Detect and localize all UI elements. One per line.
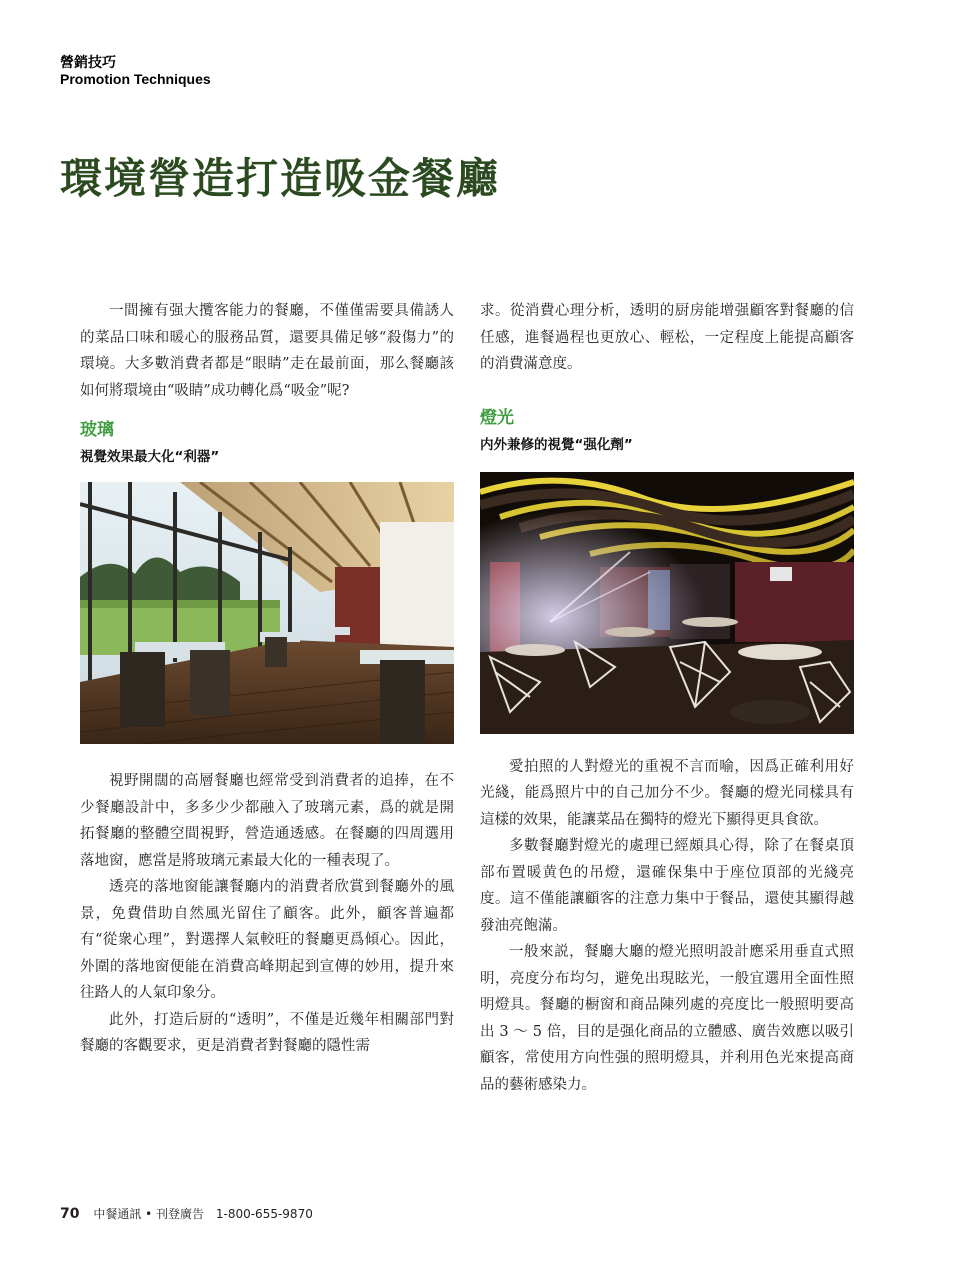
- article-title: 環境營造打造吸金餐廳: [60, 154, 501, 203]
- publication-name: 中餐通訊 • 刊登廣告: [93, 1207, 205, 1221]
- phone-number: 1-800-655-9870: [215, 1207, 313, 1221]
- section-heading-lighting: 燈光: [480, 407, 514, 428]
- section-heading-glass: 玻璃: [80, 420, 114, 440]
- page-footer: [60, 1205, 313, 1222]
- glass-paragraph-3: 此外，打造后厨的“透明”，不僅是近幾年相關部門對餐廳的客觀要求，更是消費者對餐廳的隱性需: [80, 1011, 454, 1054]
- lighting-paragraph-1: 愛拍照的人對燈光的重視不言而喻，因爲正確利用好光綫，能爲照片中的自己加分不少。餐廳的燈光同樣具有這樣的效果，能讓菜品在獨特的燈光下顯得更具食欲。: [480, 758, 854, 828]
- right-column: [480, 298, 854, 1098]
- left-column: [80, 298, 454, 1060]
- continued-paragraph: 求。從消費心理分析，透明的厨房能增强顧客對餐廳的信任感，進餐過程也更放心、輕松，一定程度上能提高顧客的消費滿意度。: [480, 303, 854, 372]
- section-subheading-lighting: 内外兼修的視覺“强化劑”: [480, 436, 633, 453]
- section-subheading-glass: 視覺效果最大化“利器”: [80, 449, 220, 465]
- lighting-paragraph-3: 一般來説，餐廳大廳的燈光照明設計應采用垂直式照明，亮度分布均匀，避免出現眩光，一般宜選用全面性照明燈具。餐廳的橱窗和商品陳列處的亮度比一般照明要高出 3 ～ 5 倍，目的是强化商品的立體感、廣告效應以吸引顧客，常使用方向性强的照明燈具，并利用色光來提高商品的藝術感染力。: [480, 944, 854, 1093]
- glass-paragraph-2: 透亮的落地窗能讓餐廳内的消費者欣賞到餐廳外的風景，免費借助自然風光留住了顧客。此外，顧客普遍都有“從衆心理”，對選擇人氣較旺的餐廳更爲傾心。因此，外圍的落地窗便能在消費高峰期起到宣傳的妙用，提升來往路人的人氣印象分。: [80, 879, 454, 1001]
- page-number: 70: [60, 1206, 80, 1222]
- glass-terrace-photo: [80, 482, 454, 744]
- glass-paragraph-1: 視野開闊的高層餐廳也經常受到消費者的追捧，在不少餐廳設計中，多多少少都融入了玻璃元素，爲的就是開拓餐廳的整體空間視野，營造通透感。在餐廳的四周選用落地窗，應當是將玻璃元素最大化的一種表現了。: [80, 773, 454, 869]
- lighting-paragraph-2: 多數餐廳對燈光的處理已經頗具心得，除了在餐桌頂部布置暖黄色的吊燈，還確保集中于座位頂部的光綫亮度。這不僅能讓顧客的注意力集中于餐品，還使其顯得越發油亮飽滿。: [480, 838, 854, 934]
- lighting-interior-photo: [480, 472, 854, 734]
- intro-paragraph: 一間擁有强大攬客能力的餐廳，不僅僅需要具備誘人的菜品口味和暖心的服務品質，還要具備足够“殺傷力”的環境。大多數消費者都是“眼睛”走在最前面，那么餐廳該如何將環境由“吸睛”成功轉化爲“吸金”呢?: [80, 303, 454, 399]
- section-label-cn: 營銷技巧: [60, 55, 116, 71]
- section-label-en: Promotion Techniques: [60, 71, 211, 87]
